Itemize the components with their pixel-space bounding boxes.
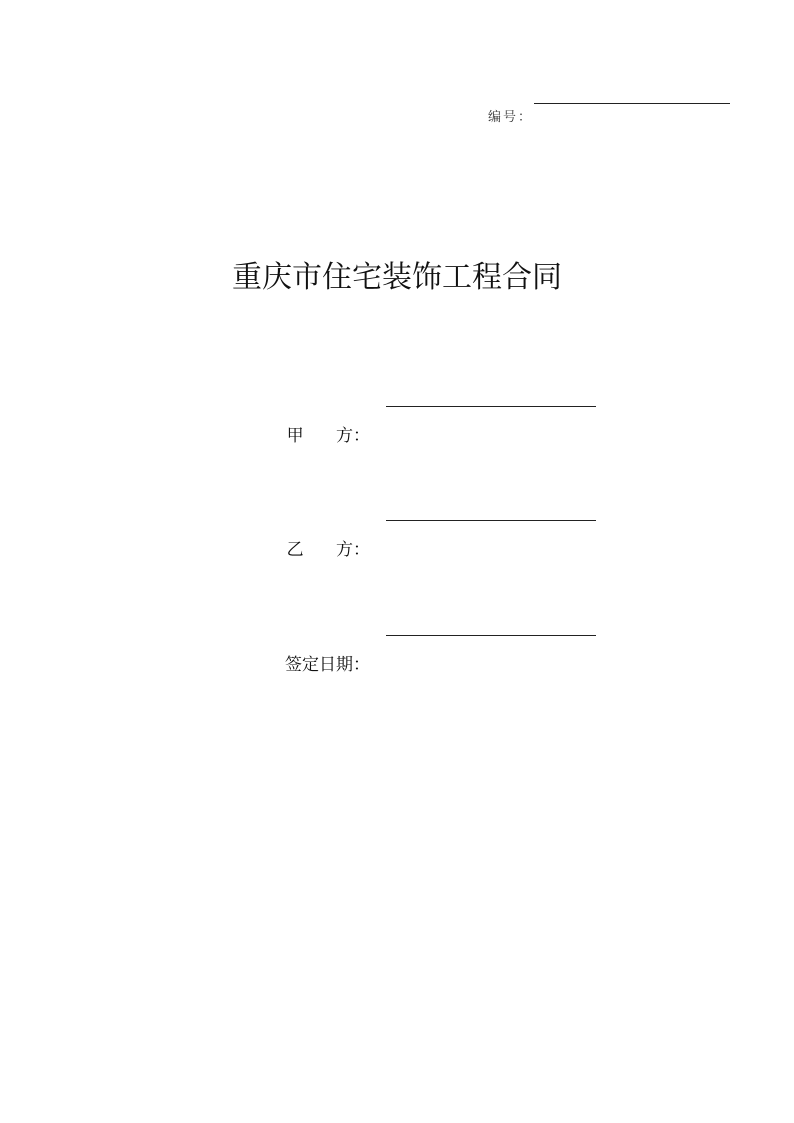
party-a-blank — [386, 406, 596, 407]
document-number — [488, 96, 730, 124]
document-number-blank — [534, 103, 730, 104]
party-a-label: 甲 方： — [286, 426, 370, 446]
party-b-blank — [386, 520, 596, 521]
party-b-field — [260, 520, 600, 560]
party-a-field — [260, 406, 600, 446]
page-title: 重庆市住宅装饰工程合同 — [232, 260, 562, 295]
signing-date-blank — [386, 635, 596, 636]
party-b-label: 乙 方： — [286, 540, 370, 560]
signing-date-field — [260, 635, 600, 675]
signing-date-label: 签定日期： — [285, 655, 370, 675]
document-number-label: 编号： — [488, 110, 534, 125]
